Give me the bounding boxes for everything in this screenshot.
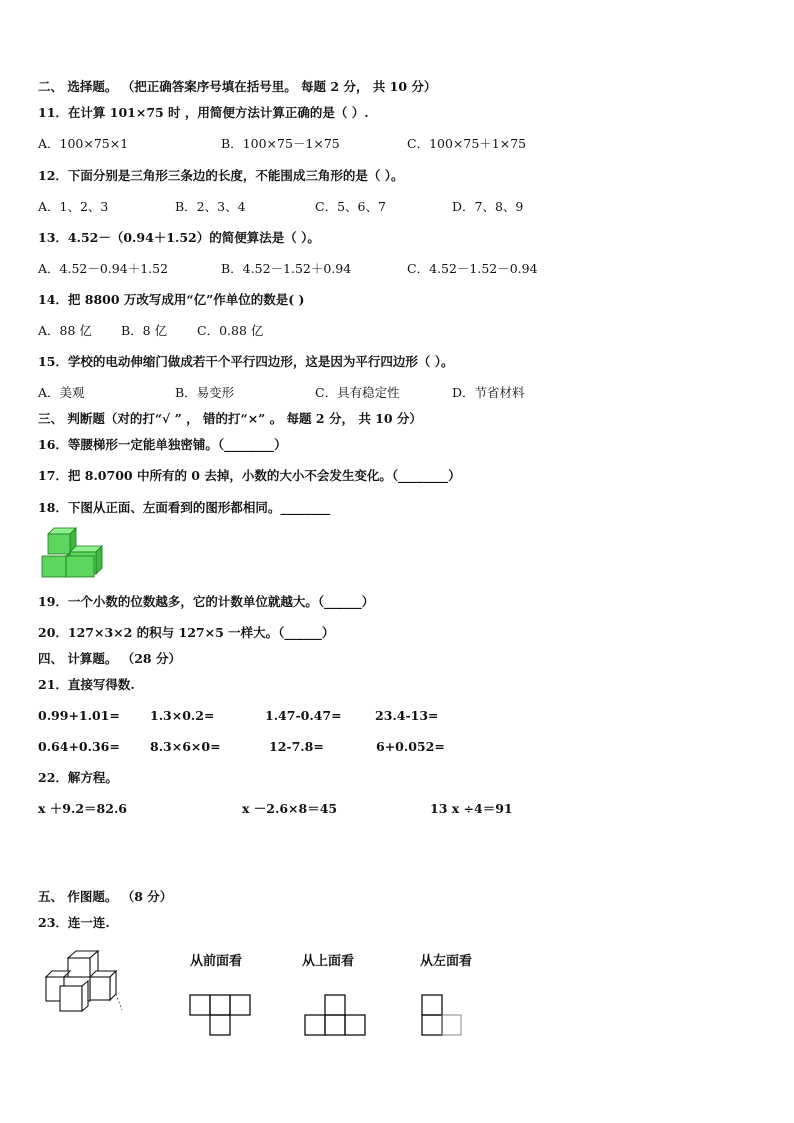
question-17: 17．把 8.0700 中所有的 0 去掉，小数的大小不会发生变化。（________）	[38, 468, 461, 483]
question-13: 13．4.52－（0.94＋1.52）的简便算法是（ ）。	[38, 230, 320, 245]
calc-item: 23.4-13=	[375, 708, 439, 723]
q12-option-a: A．1、2、3	[38, 199, 109, 214]
q13-option-b: B．4.52－1.52＋0.94	[221, 261, 352, 276]
q12-option-c: C．5、6、7	[315, 199, 386, 214]
view-label-left: 从左面看	[420, 954, 473, 969]
question-21: 21．直接写得数.	[38, 677, 135, 692]
question-11: 11．在计算 101×75 时 ，用简便方法计算正确的是（ ）.	[38, 105, 369, 120]
question-18: 18．下图从正面、左面看到的图形都相同。________	[38, 500, 331, 515]
q12-option-b: B．2、3、4	[175, 199, 246, 214]
question-22: 22．解方程。	[38, 770, 118, 785]
q15-option-b: B．易变形	[175, 385, 235, 400]
block-solid-figure	[40, 948, 136, 1016]
question-16: 16．等腰梯形一定能单独密铺。（________）	[38, 437, 287, 452]
question-15: 15．学校的电动伸缩门做成若干个平行四边形，这是因为平行四边形（ ）。	[38, 354, 454, 369]
q11-option-b: B．100×75－1×75	[221, 136, 340, 151]
calc-item: 0.64+0.36=	[38, 739, 120, 754]
section-5-heading: 五、 作图题。 （8 分）	[38, 889, 173, 904]
question-23: 23．连一连.	[38, 915, 110, 930]
calc-item: 8.3×6×0=	[150, 739, 221, 754]
q14-option-a: A．88 亿	[38, 323, 92, 338]
calc-item: 6+0.052=	[376, 739, 445, 754]
equation: 13 x ÷4＝91	[430, 801, 513, 816]
front-view-figure	[189, 994, 251, 1036]
q15-option-d: D．节省材料	[452, 385, 525, 400]
calc-item: 1.47-0.47=	[265, 708, 342, 723]
q13-option-c: C．4.52－1.52－0.94	[407, 261, 538, 276]
q14-option-b: B．8 亿	[121, 323, 168, 338]
calc-item: 0.99+1.01=	[38, 708, 120, 723]
green-cubes-figure	[40, 526, 104, 580]
equation: x －2.6×8＝45	[242, 801, 338, 816]
question-20: 20．127×3×2 的积与 127×5 一样大。（______）	[38, 625, 335, 640]
question-19: 19．一个小数的位数越多，它的计数单位就越大。（______）	[38, 594, 375, 609]
top-view-figure	[304, 994, 366, 1036]
q11-option-c: C．100×75＋1×75	[407, 136, 527, 151]
q15-option-c: C．具有稳定性	[315, 385, 400, 400]
left-view-figure	[421, 994, 463, 1036]
section-3-heading: 三、 判断题（对的打“√ ” ， 错的打“×” 。 每题 2 分， 共 10 分）	[38, 411, 422, 426]
equation: x ＋9.2＝82.6	[38, 801, 127, 816]
section-4-heading: 四、 计算题。 （28 分）	[38, 651, 181, 666]
q15-option-a: A．美观	[38, 385, 85, 400]
q12-option-d: D．7、8、9	[452, 199, 524, 214]
calc-item: 1.3×0.2=	[150, 708, 215, 723]
section-2-heading: 二、 选择题。 （把正确答案序号填在括号里。 每题 2 分， 共 10 分）	[38, 79, 437, 94]
q11-option-a: A．100×75×1	[38, 136, 129, 151]
q13-option-a: A．4.52－0.94＋1.52	[38, 261, 169, 276]
view-label-top: 从上面看	[302, 954, 355, 969]
view-label-front: 从前面看	[190, 954, 243, 969]
question-12: 12．下面分别是三角形三条边的长度，不能围成三角形的是（ ）。	[38, 168, 404, 183]
question-14: 14．把 8800 万改写成用“亿”作单位的数是( )	[38, 292, 305, 307]
calc-item: 12-7.8=	[269, 739, 324, 754]
q14-option-c: C．0.88 亿	[197, 323, 264, 338]
